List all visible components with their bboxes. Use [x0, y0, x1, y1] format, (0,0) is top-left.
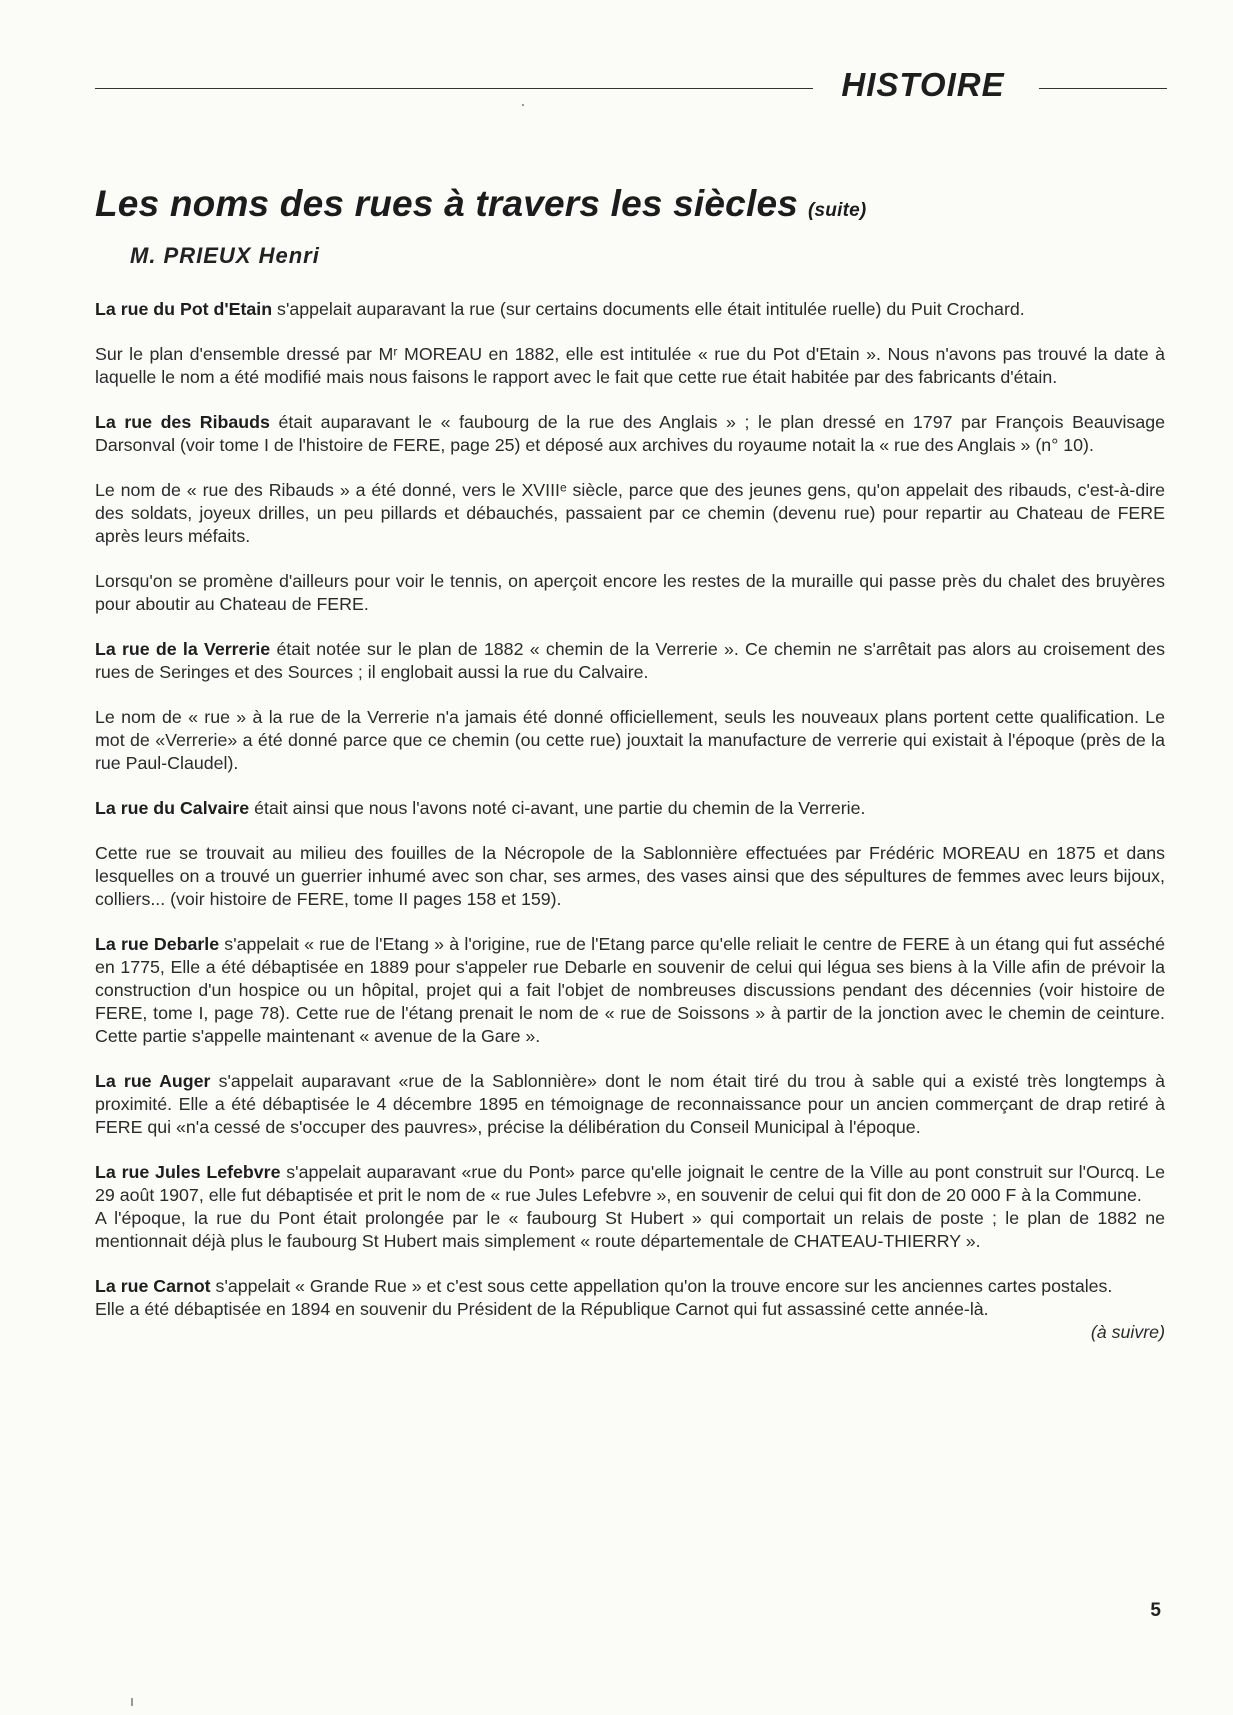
paragraph — [95, 842, 1165, 911]
paragraph-lead: La rue du Pot d'Etain — [95, 299, 273, 319]
paragraph-text: était ainsi que nous l'avons noté ci-avant, une partie du chemin de la Verrerie. — [249, 798, 866, 818]
paragraph-text: s'appelait « rue de l'Etang » à l'origine, rue de l'Etang parce qu'elle reliait le centre de FERE à un étang qui fut asséché en 1775, Elle a été débaptisée en 1889 pour s'appeler rue Debarle en souvenir de celui qui légua ses biens à la Ville afin de prévoir la construction d'un hospice ou un hôpital, projet qui a fait l'objet de nombreuses discussions pendant des décennies (voir histoire de FERE, tome I, page 78). Cette rue de l'étang prenait le nom de « rue de Soissons » à partir de la jonction avec le chemin de ceinture. Cette partie s'appelle maintenant « avenue de la Gare ». — [95, 934, 1165, 1046]
paragraph — [95, 797, 1165, 820]
article-author: M. PRIEUX Henri — [130, 243, 320, 268]
paragraph — [95, 1275, 1165, 1298]
paragraph-lead: La rue du Calvaire — [95, 798, 250, 818]
paragraph-text: s'appelait auparavant «rue de la Sablonnière» dont le nom était tiré du trou à sable qui a existé très longtemps à proximité. Elle a été débaptisée le 4 décembre 1895 en témoignage de reconnaissance pour un ancien commerçant de drap retiré à FERE qui «n'a cessé de s'occuper des pauvres», précise la délibération du Conseil Municipal à l'époque. — [95, 1071, 1166, 1137]
paragraph — [95, 933, 1165, 1048]
paragraph-text: A l'époque, la rue du Pont était prolongée par le « faubourg St Hubert » qui comportait un relais de poste ; le plan de 1882 ne mentionnait déjà plus le faubourg St Hubert mais simplement « route départementale de CHATEAU-THIERRY ». — [95, 1208, 1165, 1251]
section-title: HISTOIRE — [841, 66, 1005, 103]
paragraph-text: était notée sur le plan de 1882 « chemin de la Verrerie ». Ce chemin ne s'arrêtait pas alors au croisement des rues de Seringes et des Sources ; il englobait aussi la rue du Calvaire. — [95, 639, 1165, 682]
paragraph — [95, 298, 1165, 321]
paragraph — [95, 479, 1165, 548]
article-title-suffix: (suite) — [808, 200, 867, 221]
page-number: 5 — [1150, 1600, 1161, 1621]
scan-speck — [522, 104, 524, 106]
paragraph — [95, 1298, 1165, 1321]
paragraph-lead: La rue de la Verrerie — [95, 639, 271, 659]
paragraph-text: s'appelait « Grande Rue » et c'est sous cette appellation qu'on la trouve encore sur les anciennes cartes postales. — [210, 1276, 1113, 1296]
paragraph — [95, 1070, 1165, 1139]
paragraph-lead: La rue Jules Lefebvre — [95, 1162, 281, 1182]
article-title-text: Les noms des rues à travers les siècles — [95, 183, 798, 224]
header-rule-left — [95, 88, 813, 89]
paragraph — [95, 706, 1165, 775]
paragraph-text: Le nom de « rue des Ribauds » a été donné, vers le XVIIIᵉ siècle, parce que des jeunes gens, qu'on appelait des ribauds, c'est-à-dire des soldats, joyeux drilles, un peu pillards et débauchés, passaient par ce chemin (devenu rue) pour repartir au Chateau de FERE après leurs méfaits. — [95, 480, 1165, 546]
paragraph-lead: La rue Debarle — [95, 934, 220, 954]
continued-note: (à suivre) — [1090, 1322, 1165, 1342]
paragraph — [95, 638, 1165, 684]
paragraph-text: Le nom de « rue » à la rue de la Verrerie n'a jamais été donné officiellement, seuls les nouveaux plans portent cette qualification. Le mot de «Verrerie» a été donné parce que ce chemin (ou cette rue) jouxtait la manufacture de verrerie qui existait à l'époque (près de la rue Paul-Claudel). — [95, 707, 1165, 773]
paragraph — [95, 411, 1165, 457]
paragraph — [95, 570, 1165, 616]
paragraph-text: s'appelait auparavant «rue du Pont» parce qu'elle joignait le centre de la Ville au pont construit sur l'Ourcq. Le 29 août 1907, elle fut débaptisée et prit le nom de « rue Jules Lefebvre », en souvenir de celui qui fit don de 20 000 F à la Commune. — [95, 1162, 1165, 1205]
paragraph-lead: La rue Carnot — [95, 1276, 211, 1296]
paragraph-text: Sur le plan d'ensemble dressé par Mʳ MOREAU en 1882, elle est intitulée « rue du Pot d'Etain ». Nous n'avons pas trouvé la date à laquelle le nom a été modifié mais nous faisons le rapport avec le fait que cette rue était habitée par des fabricants d'étain. — [95, 344, 1165, 387]
paragraph — [95, 343, 1165, 389]
section-header — [95, 64, 1167, 114]
scan-speck — [131, 1698, 133, 1706]
paragraph — [95, 1207, 1165, 1253]
paragraph-text: Elle a été débaptisée en 1894 en souvenir du Président de la République Carnot qui fut assassiné cette année-là. — [95, 1299, 989, 1319]
paragraph-text: Cette rue se trouvait au milieu des fouilles de la Nécropole de la Sablonnière effectuées par Frédéric MOREAU en 1875 et dans lesquelles on a trouvé un guerrier inhumé avec son char, ses armes, des vases ainsi que des sépultures de femmes avec leurs bijoux, colliers... (voir histoire de FERE, tome II pages 158 et 159). — [95, 843, 1165, 909]
article-body — [95, 298, 1165, 1344]
paragraph-text: Lorsqu'on se promène d'ailleurs pour voir le tennis, on aperçoit encore les restes de la muraille qui passe près du chalet des bruyères pour aboutir au Chateau de FERE. — [95, 571, 1165, 614]
header-rule-right — [1039, 88, 1167, 89]
paragraph — [95, 1161, 1165, 1207]
paragraph-lead: La rue des Ribauds — [95, 412, 270, 432]
paragraph-lead: La rue Auger — [95, 1071, 211, 1091]
article-title — [95, 183, 1155, 225]
paragraph-text: était auparavant le « faubourg de la rue des Anglais » ; le plan dressé en 1797 par François Beauvisage Darsonval (voir tome I de l'histoire de FERE, page 25) et déposé aux archives du royaume notait la « rue des Anglais » (n° 10). — [95, 412, 1165, 455]
paragraph-text: s'appelait auparavant la rue (sur certains documents elle était intitulée ruelle) du Puit Crochard. — [272, 299, 1025, 319]
